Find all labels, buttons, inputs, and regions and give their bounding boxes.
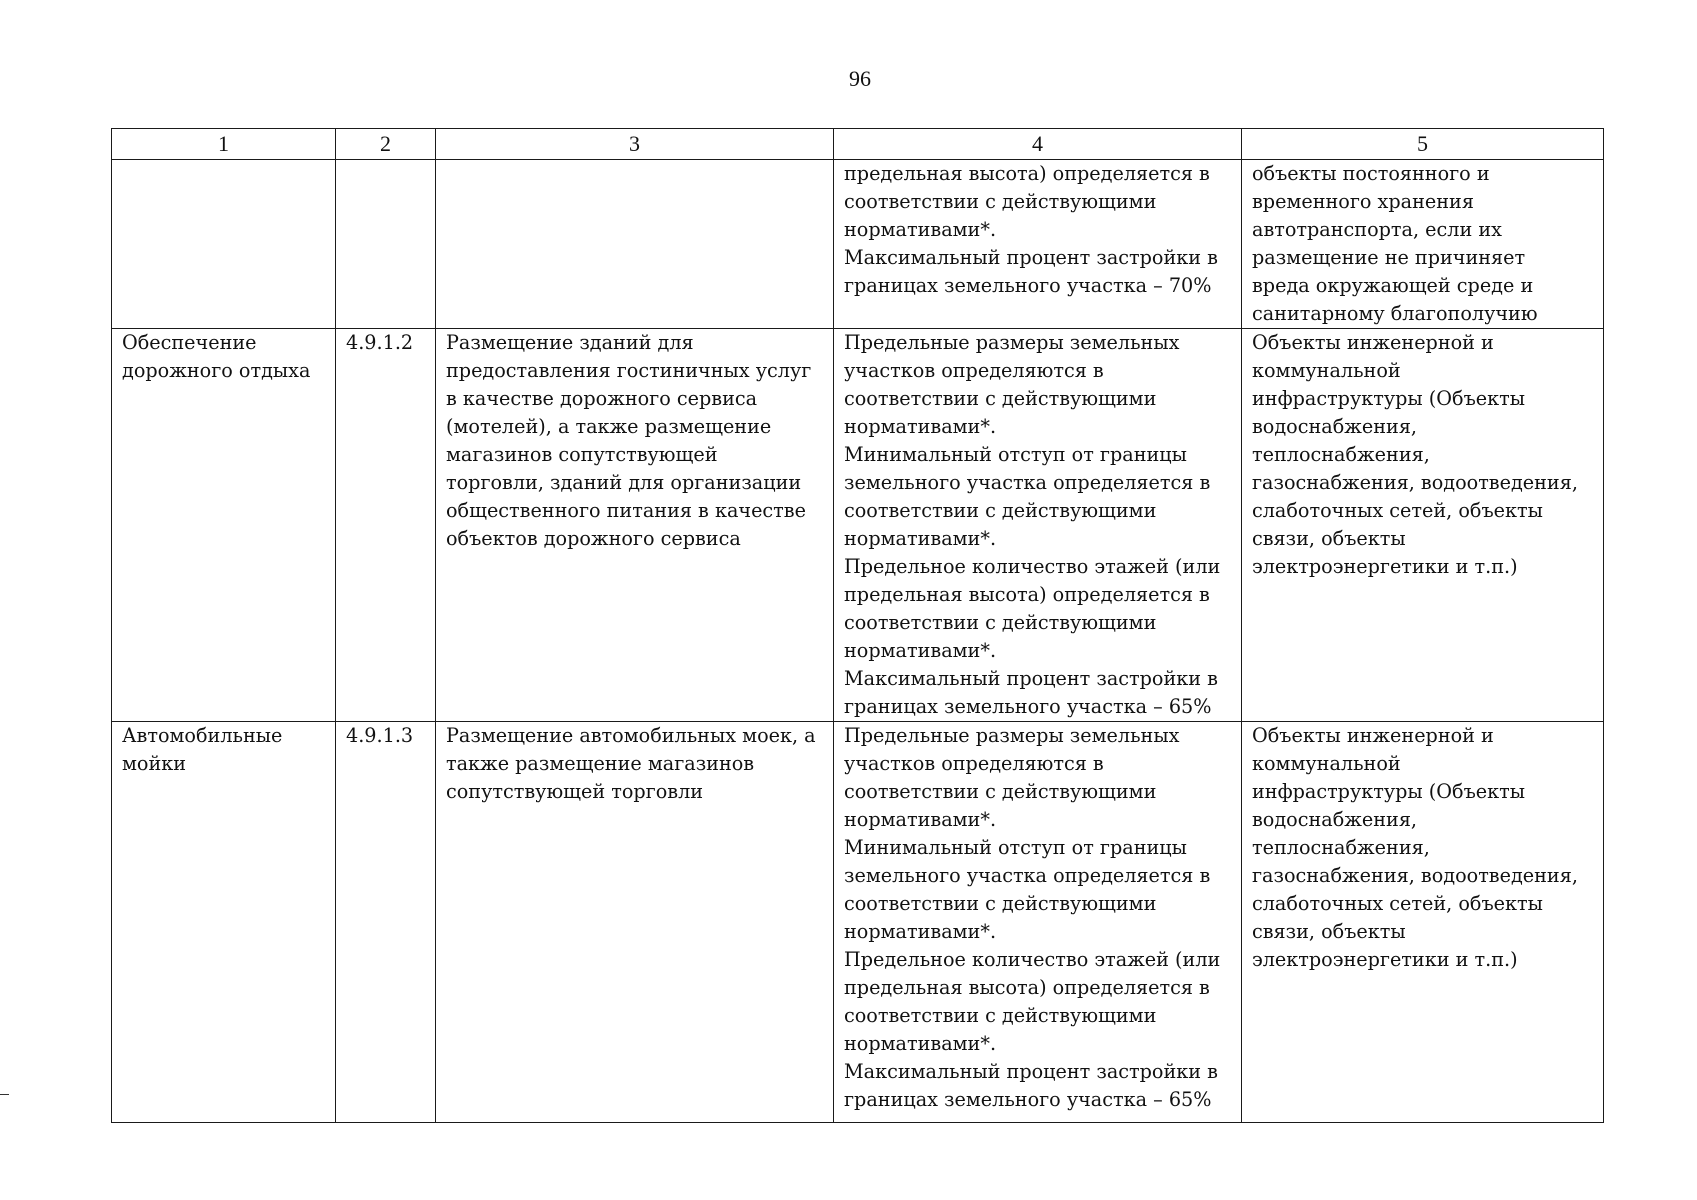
text-line: нормативами*. [844,218,997,241]
text-line: Объекты инженерной и [1252,331,1494,354]
text-line: Размещение зданий для [446,331,694,354]
text-line: водоснабжения, [1252,808,1418,831]
text-line: границах земельного участка – 70% [844,274,1212,297]
cell-parameters [834,160,1242,329]
cell-name [112,722,336,1123]
text-line: границах земельного участка – 65% [844,1088,1212,1111]
text-line: дорожного отдыха [122,359,311,382]
text-line: теплоснабжения, [1252,443,1430,466]
text-line: 4.9.1.3 [346,724,414,747]
text-line: Предельные размеры земельных [844,331,1180,354]
cell-description [436,722,834,1123]
text-line: соответствии с действующими [844,892,1157,915]
header-cell-3: 3 [436,129,834,160]
text-line: инфраструктуры (Объекты [1252,387,1526,410]
text-line: соответствии с действующими [844,499,1157,522]
text-line: электроэнергетики и т.п.) [1252,948,1518,971]
text-line: нормативами*. [844,415,997,438]
text-line: мойки [122,752,187,775]
text-line: общественного питания в качестве [446,499,806,522]
table-row-continuation [112,160,1604,329]
text-line: предельная высота) определяется в [844,583,1210,606]
text-line: Предельное количество этажей (или [844,948,1221,971]
text-line: также размещение магазинов [446,752,755,775]
text-line: газоснабжения, водоотведения, [1252,471,1578,494]
text-line: нормативами*. [844,808,997,831]
text-line: электроэнергетики и т.п.) [1252,555,1518,578]
cell-parameters [834,329,1242,722]
text-line: соответствии с действующими [844,387,1157,410]
cell-auxiliary [1242,722,1604,1123]
text-line: соответствии с действующими [844,780,1157,803]
text-line: Максимальный процент застройки в [844,667,1218,690]
text-line: земельного участка определяется в [844,471,1211,494]
text-line: Размещение автомобильных моек, а [446,724,816,747]
text-line: Обеспечение [122,331,257,354]
text-line: предельная высота) определяется в [844,976,1210,999]
text-line: санитарному благополучию [1252,302,1538,325]
text-line: нормативами*. [844,639,997,662]
cell-description [436,329,834,722]
header-cell-2: 2 [336,129,436,160]
text-line: земельного участка определяется в [844,864,1211,887]
text-line: в качестве дорожного сервиса [446,387,758,410]
text-line: Максимальный процент застройки в [844,1060,1218,1083]
cell-code [336,329,436,722]
header-cell-4: 4 [834,129,1242,160]
text-line: Предельное количество этажей (или [844,555,1221,578]
text-line: Предельные размеры земельных [844,724,1180,747]
cell-auxiliary [1242,329,1604,722]
table-row-4-9-1-3 [112,722,1604,1123]
text-line: водоснабжения, [1252,415,1418,438]
text-line: автотранспорта, если их [1252,218,1502,241]
text-line: торговли, зданий для организации [446,471,802,494]
text-line: Минимальный отступ от границы [844,443,1187,466]
text-line: границах земельного участка – 65% [844,695,1212,718]
text-line: связи, объекты [1252,527,1406,550]
text-line: Объекты инженерной и [1252,724,1494,747]
page-number: 96 [849,66,871,91]
header-cell-5: 5 [1242,129,1604,160]
text-line: инфраструктуры (Объекты [1252,780,1526,803]
text-line: соответствии с действующими [844,190,1157,213]
text-line: вреда окружающей среде и [1252,274,1534,297]
text-line: нормативами*. [844,1032,997,1055]
text-line: сопутствующей торговли [446,780,704,803]
cell-auxiliary [1242,160,1604,329]
text-line: связи, объекты [1252,920,1406,943]
cell-code [336,160,436,329]
text-line: коммунальной [1252,359,1401,382]
text-line: временного хранения [1252,190,1474,213]
text-line: коммунальной [1252,752,1401,775]
text-line: соответствии с действующими [844,1004,1157,1027]
cell-parameters [834,722,1242,1123]
text-line: (мотелей), а также размещение [446,415,772,438]
cell-description [436,160,834,329]
text-line: теплоснабжения, [1252,836,1430,859]
table-row-4-9-1-2 [112,329,1604,722]
header-cell-1: 1 [112,129,336,160]
cell-name [112,160,336,329]
text-line: Минимальный отступ от границы [844,836,1187,859]
text-line: нормативами*. [844,527,997,550]
text-line: соответствии с действующими [844,611,1157,634]
text-line: слаботочных сетей, объекты [1252,499,1543,522]
text-line: участков определяются в [844,752,1104,775]
text-line: объектов дорожного сервиса [446,527,741,550]
land-use-table [111,128,1604,1123]
margin-mark [0,1094,9,1095]
text-line: Автомобильные [122,724,283,747]
text-line: участков определяются в [844,359,1104,382]
text-line: нормативами*. [844,920,997,943]
text-line: слаботочных сетей, объекты [1252,892,1543,915]
table-header-row [112,129,1604,160]
text-line: предельная высота) определяется в [844,162,1210,185]
cell-name [112,329,336,722]
text-line: объекты постоянного и [1252,162,1490,185]
text-line: предоставления гостиничных услуг [446,359,812,382]
text-line: магазинов сопутствующей [446,443,718,466]
text-line: Максимальный процент застройки в [844,246,1218,269]
text-line: размещение не причиняет [1252,246,1526,269]
cell-code [336,722,436,1123]
text-line: газоснабжения, водоотведения, [1252,864,1578,887]
text-line: 4.9.1.2 [346,331,414,354]
